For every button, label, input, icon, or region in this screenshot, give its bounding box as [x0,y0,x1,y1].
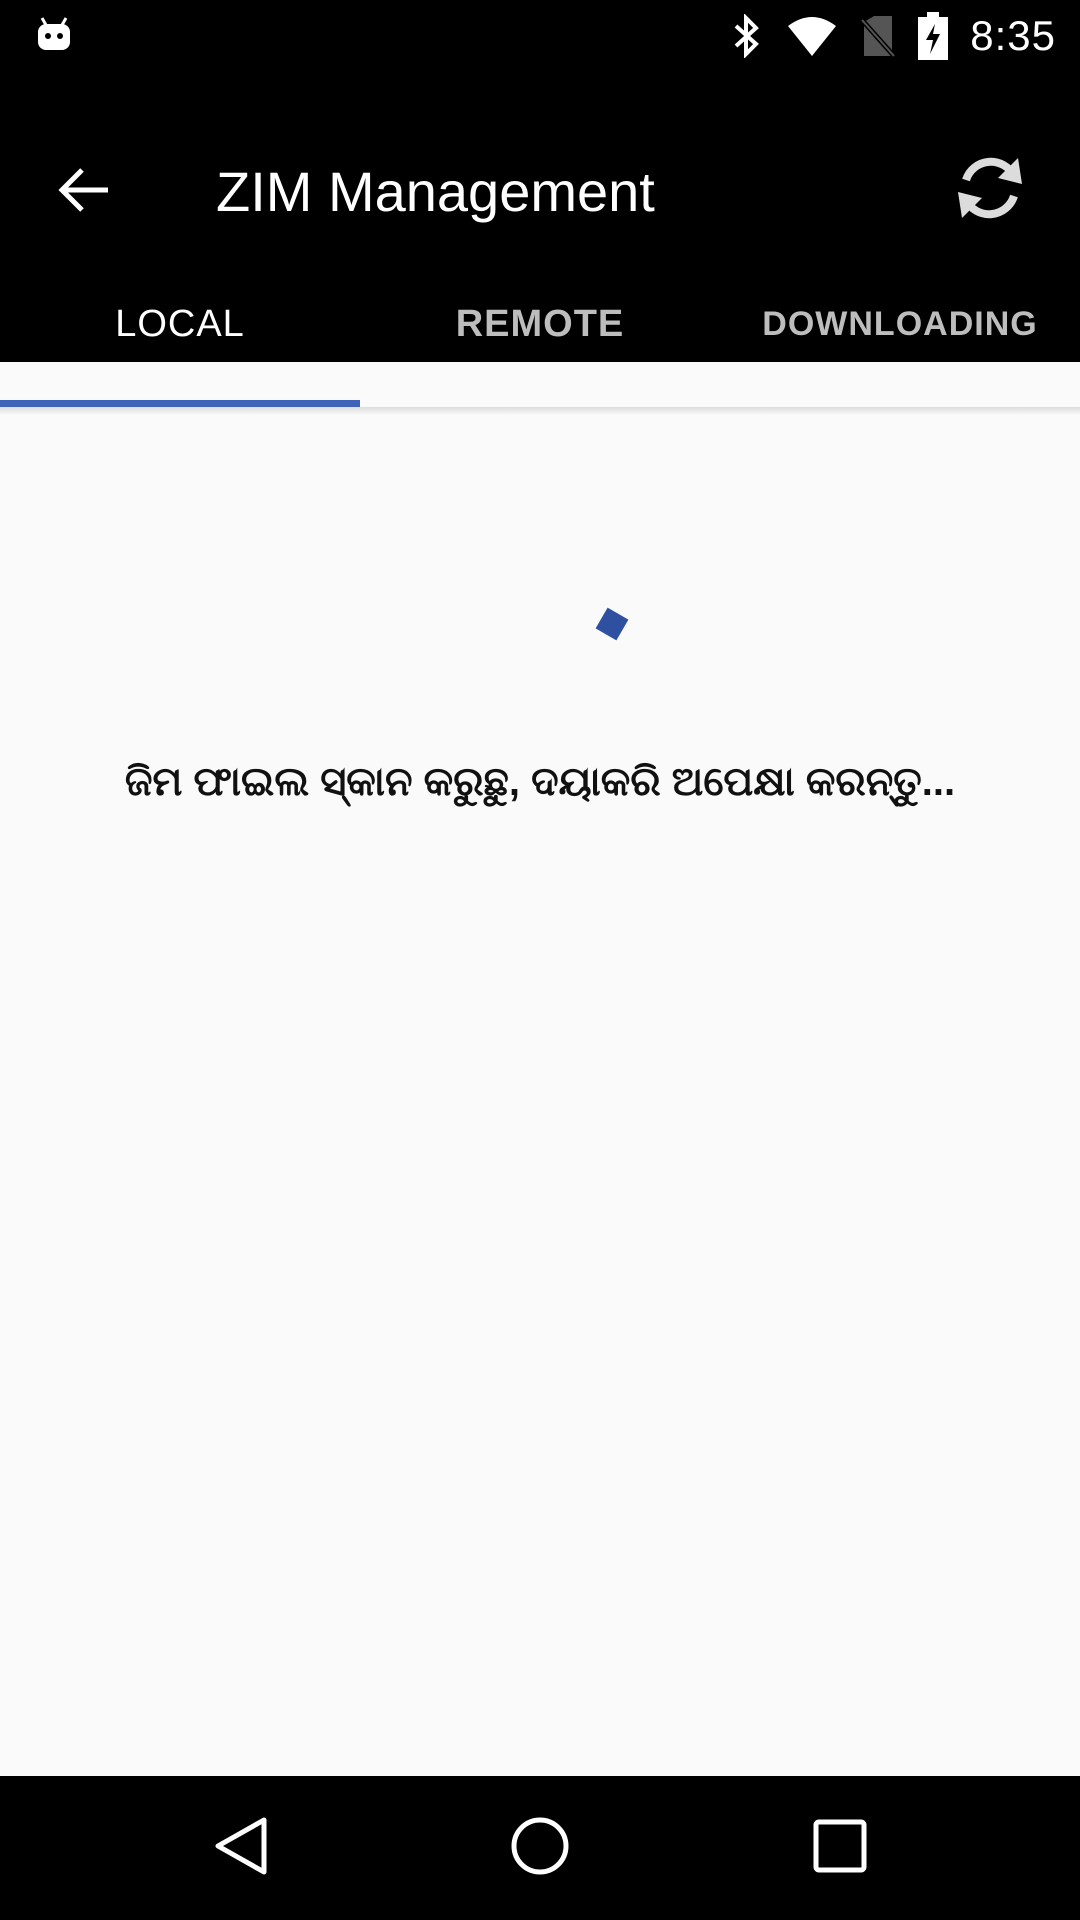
tab-bar [0,286,1080,362]
page-title: ZIM Management [216,160,655,223]
tab-label: LOCAL [115,302,245,345]
tab-indicator [0,400,360,407]
tab-local[interactable] [0,286,360,362]
nav-back-button[interactable] [160,1776,320,1920]
tab-label: DOWNLOADING [762,304,1038,343]
status-icons [708,0,1056,72]
nav-recents-button[interactable] [760,1776,920,1920]
battery-charging-icon [918,12,948,60]
nav-home-button[interactable] [460,1776,620,1920]
status-bar [0,0,1080,72]
status-time: 8:35 [970,12,1056,59]
tab-remote[interactable] [360,286,720,362]
refresh-icon [952,150,1028,231]
refresh-button[interactable] [940,140,1040,240]
back-button[interactable] [44,152,124,232]
bluetooth-icon [730,14,764,58]
app-bar [0,72,1080,362]
tab-label: REMOTE [455,302,625,345]
nav-recents-icon [810,1816,870,1881]
tab-shadow [0,407,1080,415]
no-sim-icon [860,14,896,58]
android-debug-icon [34,14,74,54]
nav-back-icon [210,1814,270,1883]
loading-spinner [596,608,629,641]
nav-home-icon [508,1814,572,1883]
loading-message: ଜିମ ଫାଇଲ ସ୍କାନ କରୁଛୁ, ଦୟାକରି ଅପେକ୍ଷା କରନ୍ତୁ... [124,760,956,804]
arrow-back-icon [56,162,112,223]
tab-downloading[interactable] [720,286,1080,362]
navigation-bar [0,1776,1080,1920]
wifi-icon [786,16,838,56]
